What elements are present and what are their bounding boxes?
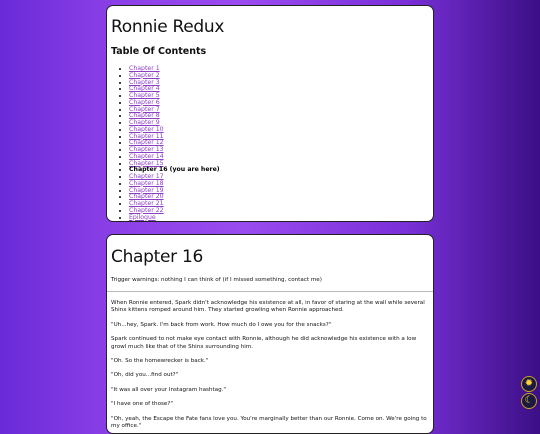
chapter-paragraph: "Oh, yeah, the Escape the Fate fans love you. You're marginally better than our Ronnie. Come on. We're going to my office.": [111, 415, 427, 430]
toc-link[interactable]: Chapter 6: [129, 98, 160, 106]
sun-icon[interactable]: ✹: [521, 376, 537, 392]
chapter-paragraph: "Uh...hey, Spark. I'm back from work. How much do I owe you for the snacks?": [111, 321, 332, 328]
toc-list: [111, 66, 429, 221]
chapter-paragraph: "Oh, did you...find out?": [111, 372, 179, 379]
toc-link[interactable]: Chapter 2: [129, 71, 160, 79]
toc-item: [129, 86, 429, 93]
trigger-warning: Trigger warnings: nothing I can think of (if I missed something, contact me): [111, 277, 322, 283]
toc-item: [129, 147, 429, 154]
toc-link[interactable]: Chapter 10: [129, 125, 164, 133]
toc-link[interactable]: Chapter 13: [129, 146, 164, 153]
chapter-paragraph: "I have one of those?": [111, 401, 173, 408]
toc-link[interactable]: Chapter 14: [129, 152, 164, 160]
toc-item: [129, 174, 429, 181]
toc-link[interactable]: Epilogue: [129, 213, 156, 221]
toc-item: [129, 93, 429, 100]
toc-item: [129, 120, 429, 127]
toc-item: [129, 73, 429, 80]
toc-link[interactable]: Chapter 12: [129, 139, 164, 147]
toc-link[interactable]: Chapter 9: [129, 119, 160, 126]
toc-item: [129, 188, 429, 195]
toc-item: [129, 66, 429, 73]
chapter-paragraph: When Ronnie entered, Spark didn't acknowledge his existence at all, in favor of staring at the wall while several Shinx kittens romped around him. They started growling when Ronnie approached.: [111, 300, 425, 314]
story-title: Ronnie Redux: [111, 17, 225, 37]
toc-link[interactable]: Chapter 11: [129, 132, 164, 140]
toc-item: [129, 194, 429, 201]
toc-link[interactable]: Chapter 4: [129, 85, 160, 93]
toc-link[interactable]: Chapter 7: [129, 105, 160, 113]
toc-item: [129, 113, 429, 120]
toc-link[interactable]: Chapter 17: [129, 173, 164, 180]
chapter-paragraph: "It was all over your Instagram hashtag.": [111, 386, 227, 393]
toc-item: [129, 80, 429, 87]
chapter-paragraph: "Oh. So the homewrecker is back.": [111, 358, 209, 365]
toc-current-label: Chapter 16 (you are here): [129, 166, 220, 174]
toc-item: [129, 107, 429, 114]
toc-link[interactable]: Chapter 8: [129, 112, 160, 120]
toc-link[interactable]: Chapter 1: [129, 65, 160, 72]
chapter-body: [111, 300, 429, 430]
toc-item: [129, 140, 429, 147]
toc-item: [129, 215, 429, 222]
toc-link[interactable]: Chapter 15: [129, 159, 164, 167]
toc-link[interactable]: Chapter 18: [129, 179, 164, 187]
toc-link[interactable]: Chapter 20: [129, 193, 164, 201]
toc-link[interactable]: Chapter 3: [129, 78, 160, 86]
toc-item: [129, 181, 429, 188]
moon-icon[interactable]: ☾: [521, 393, 537, 409]
toc-item: [129, 134, 429, 141]
toc-item: [129, 127, 429, 134]
toc-link[interactable]: Chapter 21: [129, 200, 164, 207]
chapter-title: Chapter 16: [111, 247, 204, 267]
toc-item: [129, 100, 429, 107]
divider: [107, 291, 433, 292]
toc-panel: [106, 5, 434, 222]
toc-link[interactable]: Chapter 19: [129, 186, 164, 194]
toc-item: [129, 154, 429, 161]
toc-item: [129, 208, 429, 215]
toc-heading: Table Of Contents: [111, 46, 207, 57]
chapter-paragraph: Spark continued to not make eye contact with Ronnie, although he did acknowledge his existence with a low growl much like that of the Shinx surrounding him.: [111, 336, 417, 350]
toc-item: [129, 167, 429, 174]
toc-link[interactable]: Chapter 5: [129, 92, 160, 99]
chapter-panel: [106, 234, 434, 434]
corner-icons: [521, 376, 537, 410]
toc-item: [129, 201, 429, 208]
toc-link[interactable]: Chapter 22: [129, 206, 164, 214]
